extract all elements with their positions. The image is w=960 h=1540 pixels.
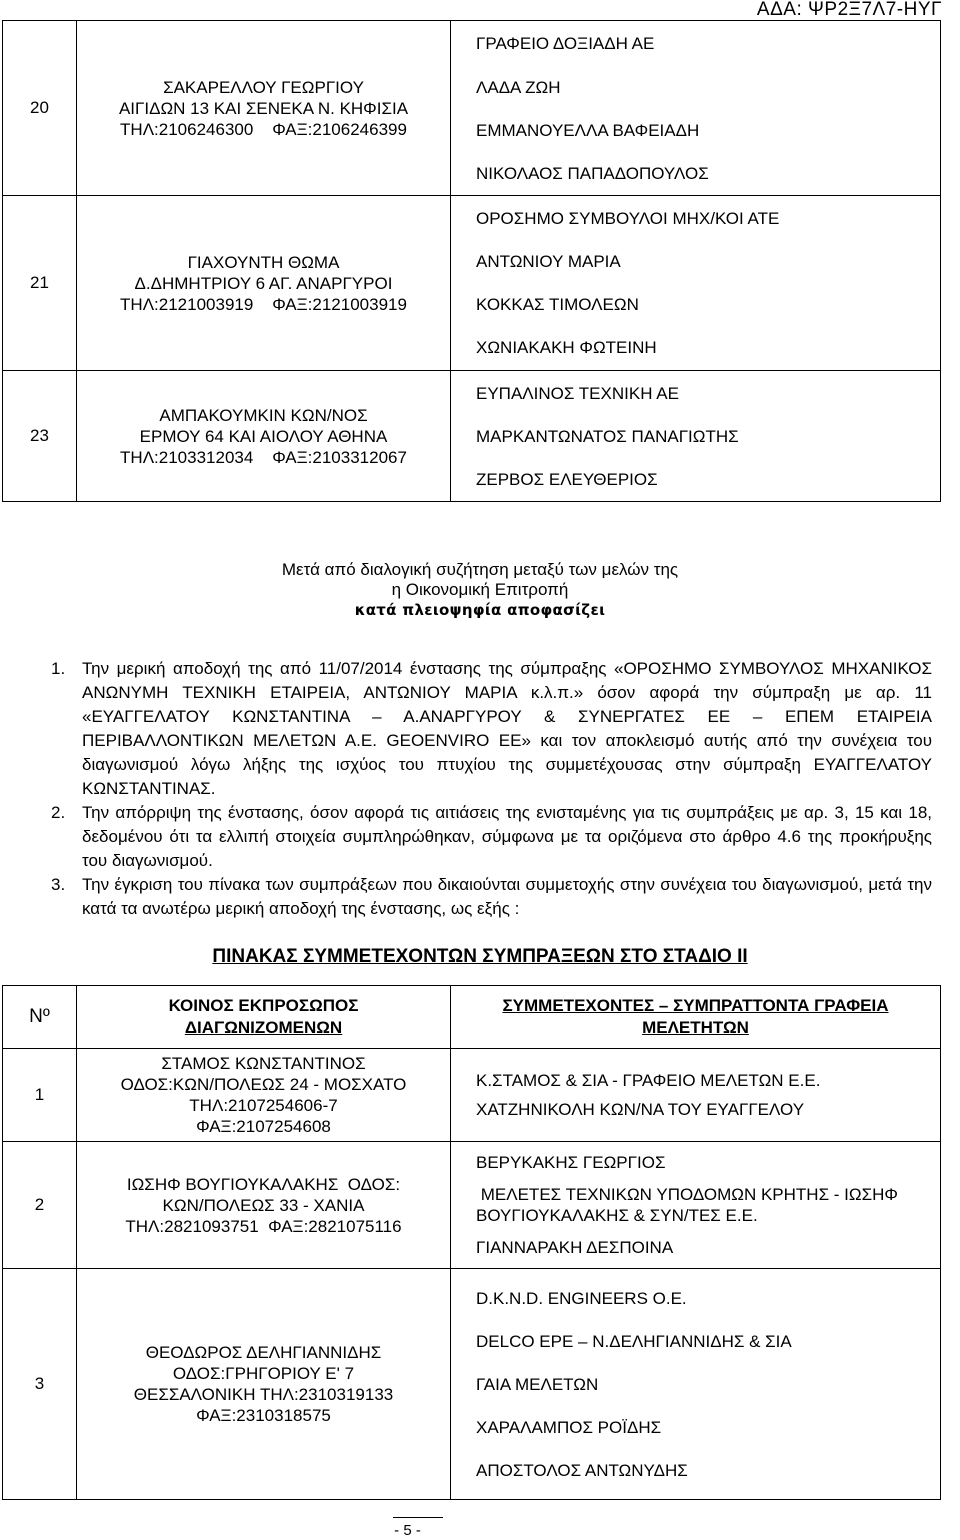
participants-table [2, 985, 941, 1500]
table-row [3, 196, 941, 371]
representative-address: ΣΤΑΜΟΣ ΚΩΝΣΤΑΝΤΙΝΟΣ ΟΔΟΣ:ΚΩΝ/ΠΟΛΕΩΣ 24 - ΜΟΣΧΑΤΟ ΤΗΛ:2107254606-7 ΦΑΞ:2107254608 [77, 1049, 451, 1142]
member-list: D.K.N.D. ENGINEERS O.E. DELCO EPE – Ν.ΔΕΛΗΓΙΑΝΝΙΔΗΣ & ΣΙΑ ΓΑΙΑ ΜΕΛΕΤΩΝ ΧΑΡΑΛΑΜΠΟΣ ΡΟΪΔΗΣ ΑΠΟΣΤΟΛΟΣ ΑΝΤΩΝΥΔΗΣ [451, 1269, 941, 1500]
document-code: ΑΔΑ: ΨΡ2Ξ7Λ7-ΗΥΓ [756, 0, 942, 20]
decision-item: 3. Την έγκριση του πίνακα των συμπράξεων που δικαιούνται συμμετοχής στην συνέχεια του διαγωνισμού, μετά την κατά τα ανωτέρω μερική αποδοχή της ένστασης, ως εξής : [51, 875, 932, 918]
member-list: Κ.ΣΤΑΜΟΣ & ΣΙΑ - ΓΡΑΦΕΙΟ ΜΕΛΕΤΩΝ Ε.Ε. ΧΑΤΖΗΝΙΚΟΛΗ ΚΩΝ/ΝΑ ΤΟΥ ΕΥΑΓΓΕΛΟΥ [451, 1049, 941, 1142]
row-number: 23 [3, 371, 77, 502]
row-number: 21 [3, 196, 77, 371]
participants-table-title: ΠΙΝΑΚΑΣ ΣΥΜΜΕΤΕΧΟΝΤΩΝ ΣΥΜΠΡΑΞΕΩΝ ΣΤΟ ΣΤΑΔΙΟ ΙΙ [212, 946, 748, 967]
column-header-representative: ΚΟΙΝΟΣ ΕΚΠΡΟΣΩΠΟΣ ΔΙΑΓΩΝΙΖΟΜΕΝΩΝ [77, 986, 451, 1049]
footer-rule [393, 1517, 443, 1518]
representative-address: ΓΙΑΧΟΥΝΤΗ ΘΩΜΑ Δ.ΔΗΜΗΤΡΙΟΥ 6 ΑΓ. ΑΝΑΡΓΥΡΟΙ ΤΗΛ:2121003919 ΦΑΞ:2121003919 [77, 196, 451, 371]
decision-item: 1. Την μερική αποδοχή της από 11/07/2014 ένστασης της σύμπραξης «ΟΡΟΣΗΜΟ ΣΥΜΒΟΥΛΟΣ ΜΗΧΑΝΙΚΟΣ ΑΝΩΝΥΜΗ ΤΕΧΝΙΚΗ ΕΤΑΙΡΕΙΑ, ΑΝΤΩΝΙΟΥ ΜΑΡΙΑ κ.λ.π.» όσον αφορά την σύμπραξη με αρ. 11 «ΕΥΑΓΓΕΛΑΤΟΥ ΚΩΝΣΤΑΝΤΙΝΑ – Α.ΑΝΑΡΓΥΡΟΥ & ΣΥΝΕΡΓΑΤΕΣ ΕΕ – ΕΠΕΜ ΕΤΑΙΡΕΙΑ ΠΕΡΙΒΑΛΛΟΝΤΙΚΩΝ ΜΕΛΕΤΩΝ Α.Ε. GEOENVIRO ΕΕ» και τον αποκλεισμό αυτής από την συνέχεια του διαγωνισμού λόγω λήξης της ισχύος του πτυχίου της συμμετέχουσας στην σύμπραξη ΕΥΑΓΓΕΛΑΤΟΥ ΚΩΝΣΤΑΝΤΙΝΑΣ. [51, 659, 932, 798]
member-list: ΓΡΑΦΕΙΟ ΔΟΞΙΑΔΗ ΑΕ ΛΑΔΑ ΖΩΗ ΕΜΜΑΝΟΥΕΛΛΑ ΒΑΦΕΙΑΔΗ ΝΙΚΟΛΑΟΣ ΠΑΠΑΔΟΠΟΥΛΟΣ [451, 21, 941, 196]
member-list: ΒΕΡΥΚΑΚΗΣ ΓΕΩΡΓΙΟΣ ΜΕΛΕΤΕΣ ΤΕΧΝΙΚΩΝ ΥΠΟΔΟΜΩΝ ΚΡΗΤΗΣ - ΙΩΣΗΦ ΒΟΥΓΙΟΥΚΑΛΑΚΗΣ & ΣΥΝ/ΤΕΣ Ε.Ε. ΓΙΑΝΝΑΡΑΚΗ ΔΕΣΠΟΙΝΑ [451, 1142, 941, 1269]
row-number: 2 [3, 1142, 77, 1269]
table-row [3, 371, 941, 502]
column-header-number: Νº [3, 986, 77, 1049]
row-number: 20 [3, 21, 77, 196]
table-row [3, 1269, 941, 1500]
representative-address: ΘΕΟΔΩΡΟΣ ΔΕΛΗΓΙΑΝΝΙΔΗΣ ΟΔΟΣ:ΓΡΗΓΟΡΙΟΥ Ε' 7 ΘΕΣΣΑΛΟΝΙΚΗ ΤΗΛ:2310319133 ΦΑΞ:2310318575 [77, 1269, 451, 1500]
representative-address: ΙΩΣΗΦ ΒΟΥΓΙΟΥΚΑΛΑΚΗΣ ΟΔΟΣ: ΚΩΝ/ΠΟΛΕΩΣ 33 - ΧΑΝΙΑ ΤΗΛ:2821093751 ΦΑΞ:2821075116 [77, 1142, 451, 1269]
member-list: ΕΥΠΑΛΙΝΟΣ ΤΕΧΝΙΚΗ ΑΕ ΜΑΡΚΑΝΤΩΝΑΤΟΣ ΠΑΝΑΓΙΩΤΗΣ ΖΕΡΒΟΣ ΕΛΕΥΘΕΡΙΟΣ [451, 371, 941, 502]
consortia-table-1 [2, 20, 941, 502]
decision-list [51, 657, 932, 921]
column-header-members: ΣΥΜΜΕΤΕΧΟΝΤΕΣ – ΣΥΜΠΡΑΤΤΟΝΤΑ ΓΡΑΦΕΙΑ ΜΕΛΕΤΗΤΩΝ [451, 986, 941, 1049]
decision-item: 2. Την απόρριψη της ένστασης, όσον αφορά τις αιτιάσεις της ενισταμένης για τις συμπράξεις με αρ. 3, 15 και 18, δεδομένου ότι τα ελλιπή στοιχεία συμπληρώθηκαν, σύμφωνα με τα οριζόμενα στο άρθρο 4.6 της προκήρυξης του διαγωνισμού. [51, 803, 932, 870]
table-header-row [3, 986, 941, 1049]
representative-address: ΣΑΚΑΡΕΛΛΟΥ ΓΕΩΡΓΙΟΥ ΑΙΓΙΔΩΝ 13 ΚΑΙ ΣΕΝΕΚΑ Ν. ΚΗΦΙΣΙΑ ΤΗΛ:2106246300 ΦΑΞ:2106246399 [77, 21, 451, 196]
table-row [3, 21, 941, 196]
representative-address: ΑΜΠΑΚΟΥΜΚΙΝ ΚΩΝ/ΝΟΣ ΕΡΜΟΥ 64 ΚΑΙ ΑΙΟΛΟΥ ΑΘΗΝΑ ΤΗΛ:2103312034 ΦΑΞ:2103312067 [77, 371, 451, 502]
row-number: 1 [3, 1049, 77, 1142]
member-list: ΟΡΟΣΗΜΟ ΣΥΜΒΟΥΛΟΙ ΜΗΧ/ΚΟΙ ΑΤΕ ΑΝΤΩΝΙΟΥ ΜΑΡΙΑ ΚΟΚΚΑΣ ΤΙΜΟΛΕΩΝ ΧΩΝΙΑΚΑΚΗ ΦΩΤΕΙΝΗ [451, 196, 941, 371]
page-number: - 5 - [394, 1522, 421, 1539]
table-row [3, 1142, 941, 1269]
decision-intro: Μετά από διαλογική συζήτηση μεταξύ των μελών της η Οικονομική Επιτροπή κατά πλειοψηφία αποφασίζει [281, 560, 679, 619]
row-number: 3 [3, 1269, 77, 1500]
table-row [3, 1049, 941, 1142]
